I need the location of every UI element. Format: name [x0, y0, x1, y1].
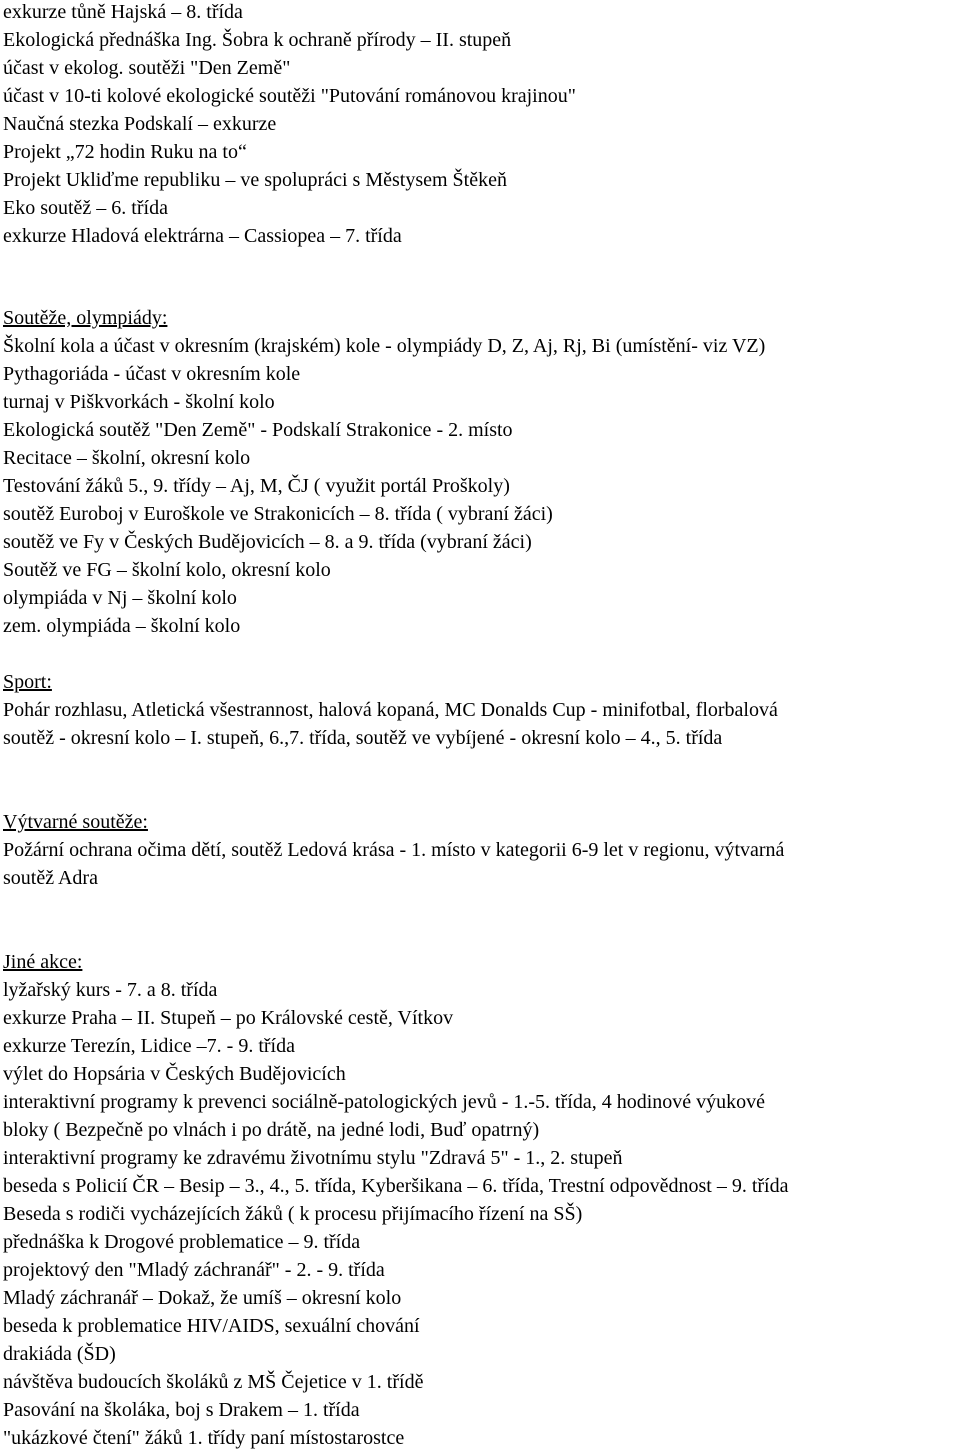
section-line: beseda k problematice HIV/AIDS, sexuální chování — [3, 1315, 420, 1337]
section-heading-sport: Sport: — [3, 671, 52, 693]
section-line: Soutěž ve FG – školní kolo, okresní kolo — [3, 559, 331, 581]
section-line: exkurze Praha – II. Stupeň – po Královské cestě, Vítkov — [3, 1007, 454, 1029]
section-line: exkurze Terezín, Lidice –7. - 9. třída — [3, 1035, 295, 1057]
intro-line: exkurze Hladová elektrárna – Cassiopea – 7. třída — [3, 225, 402, 247]
section-line: olympiáda v Nj – školní kolo — [3, 587, 237, 609]
section-line: interaktivní programy k prevenci sociálně-patologických jevů - 1.-5. třída, 4 hodinové výukové — [3, 1091, 766, 1113]
section-line: zem. olympiáda – školní kolo — [3, 615, 241, 637]
section-heading-other-events: Jiné akce: — [3, 951, 83, 973]
section-line: soutěž Adra — [3, 867, 98, 889]
section-line: soutěž - okresní kolo – I. stupeň, 6.,7. třída, soutěž ve vybíjené - okresní kolo – 4., 5. třída — [3, 727, 723, 749]
section-line: Školní kola a účast v okresním (krajském) kole - olympiády D, Z, Aj, Rj, Bi (umístění- viz VZ) — [3, 335, 766, 357]
section-heading-art-competitions: Výtvarné soutěže: — [3, 811, 148, 833]
intro-line: exkurze tůně Hajská – 8. třída — [3, 1, 243, 23]
section-line: projektový den "Mladý záchranář" - 2. - 9. třída — [3, 1259, 385, 1281]
section-line: Recitace – školní, okresní kolo — [3, 447, 251, 469]
section-heading-competitions: Soutěže, olympiády: — [3, 307, 168, 329]
section-line: výlet do Hopsária v Českých Budějovicích — [3, 1063, 346, 1085]
section-line: "ukázkové čtení" žáků 1. třídy paní místostarostce — [3, 1427, 405, 1449]
section-line: bloky ( Bezpečně po vlnách i po drátě, na jedné lodi, Buď opatrný) — [3, 1119, 540, 1141]
section-line: přednáška k Drogové problematice – 9. třída — [3, 1231, 361, 1253]
section-line: soutěž Euroboj v Euroškole ve Strakonicích – 8. třída ( vybraní žáci) — [3, 503, 553, 525]
section-line: interaktivní programy ke zdravému životnímu stylu "Zdravá 5" - 1., 2. stupeň — [3, 1147, 623, 1169]
section-line: návštěva budoucích školáků z MŠ Čejetice v 1. třídě — [3, 1371, 424, 1393]
section-line: turnaj v Piškvorkách - školní kolo — [3, 391, 275, 413]
intro-line: Eko soutěž – 6. třída — [3, 197, 168, 219]
section-line: Ekologická soutěž "Den Země" - Podskalí Strakonice - 2. místo — [3, 419, 513, 441]
intro-line: Naučná stezka Podskalí – exkurze — [3, 113, 277, 135]
section-line: Požární ochrana očima dětí, soutěž Ledová krása - 1. místo v kategorii 6-9 let v regionu, výtvarná — [3, 839, 785, 861]
section-line: Beseda s rodiči vycházejících žáků ( k procesu přijímacího řízení na SŠ) — [3, 1203, 583, 1225]
section-line: soutěž ve Fy v Českých Budějovicích – 8. a 9. třída (vybraní žáci) — [3, 531, 532, 553]
intro-line: účast v 10-ti kolové ekologické soutěži "Putování románovou krajinou" — [3, 85, 576, 107]
section-line: Pasování na školáka, boj s Drakem – 1. třída — [3, 1399, 360, 1421]
section-line: Mladý záchranář – Dokaž, že umíš – okresní kolo — [3, 1287, 402, 1309]
section-line: drakiáda (ŠD) — [3, 1343, 116, 1365]
section-line: lyžařský kurs - 7. a 8. třída — [3, 979, 218, 1001]
intro-line: Ekologická přednáška Ing. Šobra k ochraně přírody – II. stupeň — [3, 29, 512, 51]
intro-line: účast v ekolog. soutěži "Den Země" — [3, 57, 291, 79]
section-line: Testování žáků 5., 9. třídy – Aj, M, ČJ ( využit portál Proškoly) — [3, 475, 510, 497]
section-line: Pohár rozhlasu, Atletická všestrannost, halová kopaná, MC Donalds Cup - minifotbal, florbalová — [3, 699, 778, 721]
intro-line: Projekt Ukliďme republiku – ve spolupráci s Městysem Štěkeň — [3, 169, 507, 191]
section-line: beseda s Policií ČR – Besip – 3., 4., 5. třída, Kyberšikana – 6. třída, Trestní odpovědnost – 9. třída — [3, 1175, 789, 1197]
section-line: Pythagoriáda - účast v okresním kole — [3, 363, 301, 385]
intro-line: Projekt „72 hodin Ruku na to“ — [3, 141, 247, 163]
